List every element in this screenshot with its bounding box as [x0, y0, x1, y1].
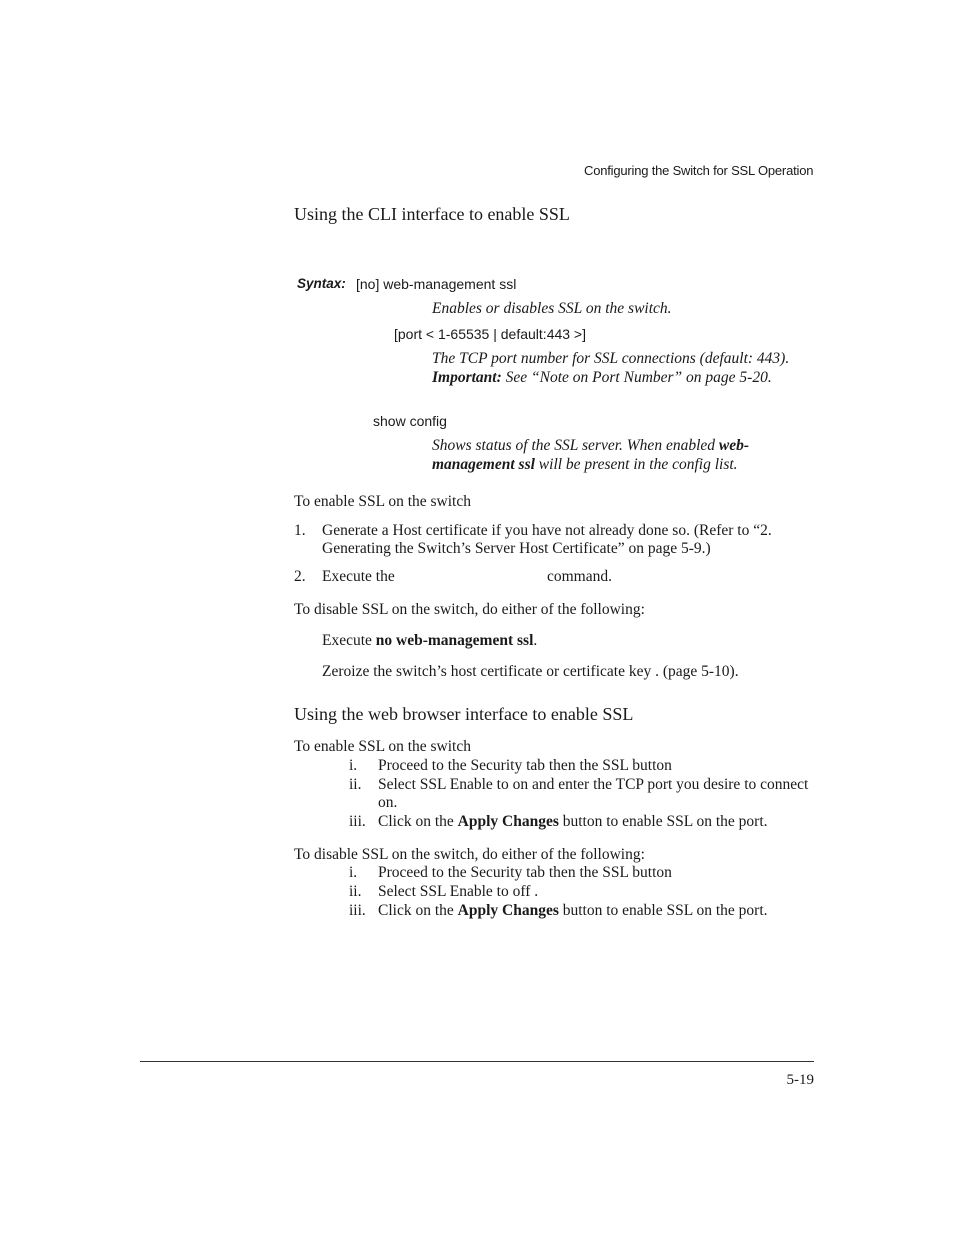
- list-item-number: iii.: [349, 902, 366, 919]
- list-item: Select SSL Enable to on and enter the TCP port you desire to connect on.: [378, 776, 809, 811]
- list-item-number: i.: [349, 864, 358, 881]
- step-number: 2.: [294, 568, 306, 585]
- syntax-label: Syntax:: [297, 276, 346, 291]
- disable-option: Execute no web-management ssl.: [322, 632, 538, 649]
- list-item: Proceed to the Security tab then the SSL button: [378, 864, 672, 881]
- step-number: 1.: [294, 522, 306, 539]
- step-text: command.: [547, 568, 612, 585]
- page-number: 5-19: [786, 1072, 814, 1088]
- step-text: Execute the: [322, 568, 395, 585]
- list-item-number: ii.: [349, 776, 362, 793]
- important-label: Important:: [432, 368, 502, 386]
- show-config-command: show config: [373, 413, 447, 429]
- list-item: Proceed to the Security tab then the SSL button: [378, 757, 672, 774]
- cli-disable-intro: To disable SSL on the switch, do either of the following:: [294, 601, 645, 618]
- syntax-description: Enables or disables SSL on the switch.: [432, 300, 672, 317]
- running-header: Configuring the Switch for SSL Operation: [584, 163, 814, 178]
- list-item: Click on the Apply Changes button to enable SSL on the port.: [378, 902, 768, 919]
- port-option: [port < 1-65535 | default:443 >]: [394, 326, 587, 342]
- disable-option: Zeroize the switch’s host certificate or certificate key . (page 5-10).: [322, 663, 739, 680]
- port-description: The TCP port number for SSL connections (default: 443). Important: See “Note on Port Number” on page 5-20.: [432, 350, 790, 386]
- web-enable-intro: To enable SSL on the switch: [294, 738, 471, 755]
- syntax-command: [no] web-management ssl: [356, 276, 517, 292]
- list-item: Click on the Apply Changes button to enable SSL on the port.: [378, 813, 768, 830]
- section-heading-cli: Using the CLI interface to enable SSL: [294, 204, 570, 224]
- list-item: Select SSL Enable to off .: [378, 883, 539, 900]
- section-heading-web: Using the web browser interface to enable SSL: [294, 704, 634, 724]
- list-item-number: ii.: [349, 883, 362, 900]
- cli-enable-intro: To enable SSL on the switch: [294, 493, 471, 510]
- web-disable-intro: To disable SSL on the switch, do either of the following:: [294, 846, 645, 863]
- list-item-number: iii.: [349, 813, 366, 830]
- footer-rule: [140, 1061, 814, 1062]
- step-text: Generate a Host certificate if you have not already done so. (Refer to “2. Generating the Switch’s Server Host Certificate” on page 5-9.): [322, 522, 772, 557]
- list-item-number: i.: [349, 757, 358, 774]
- show-config-description: Shows status of the SSL server. When enabled web-management ssl will be present in the config list.: [432, 437, 750, 473]
